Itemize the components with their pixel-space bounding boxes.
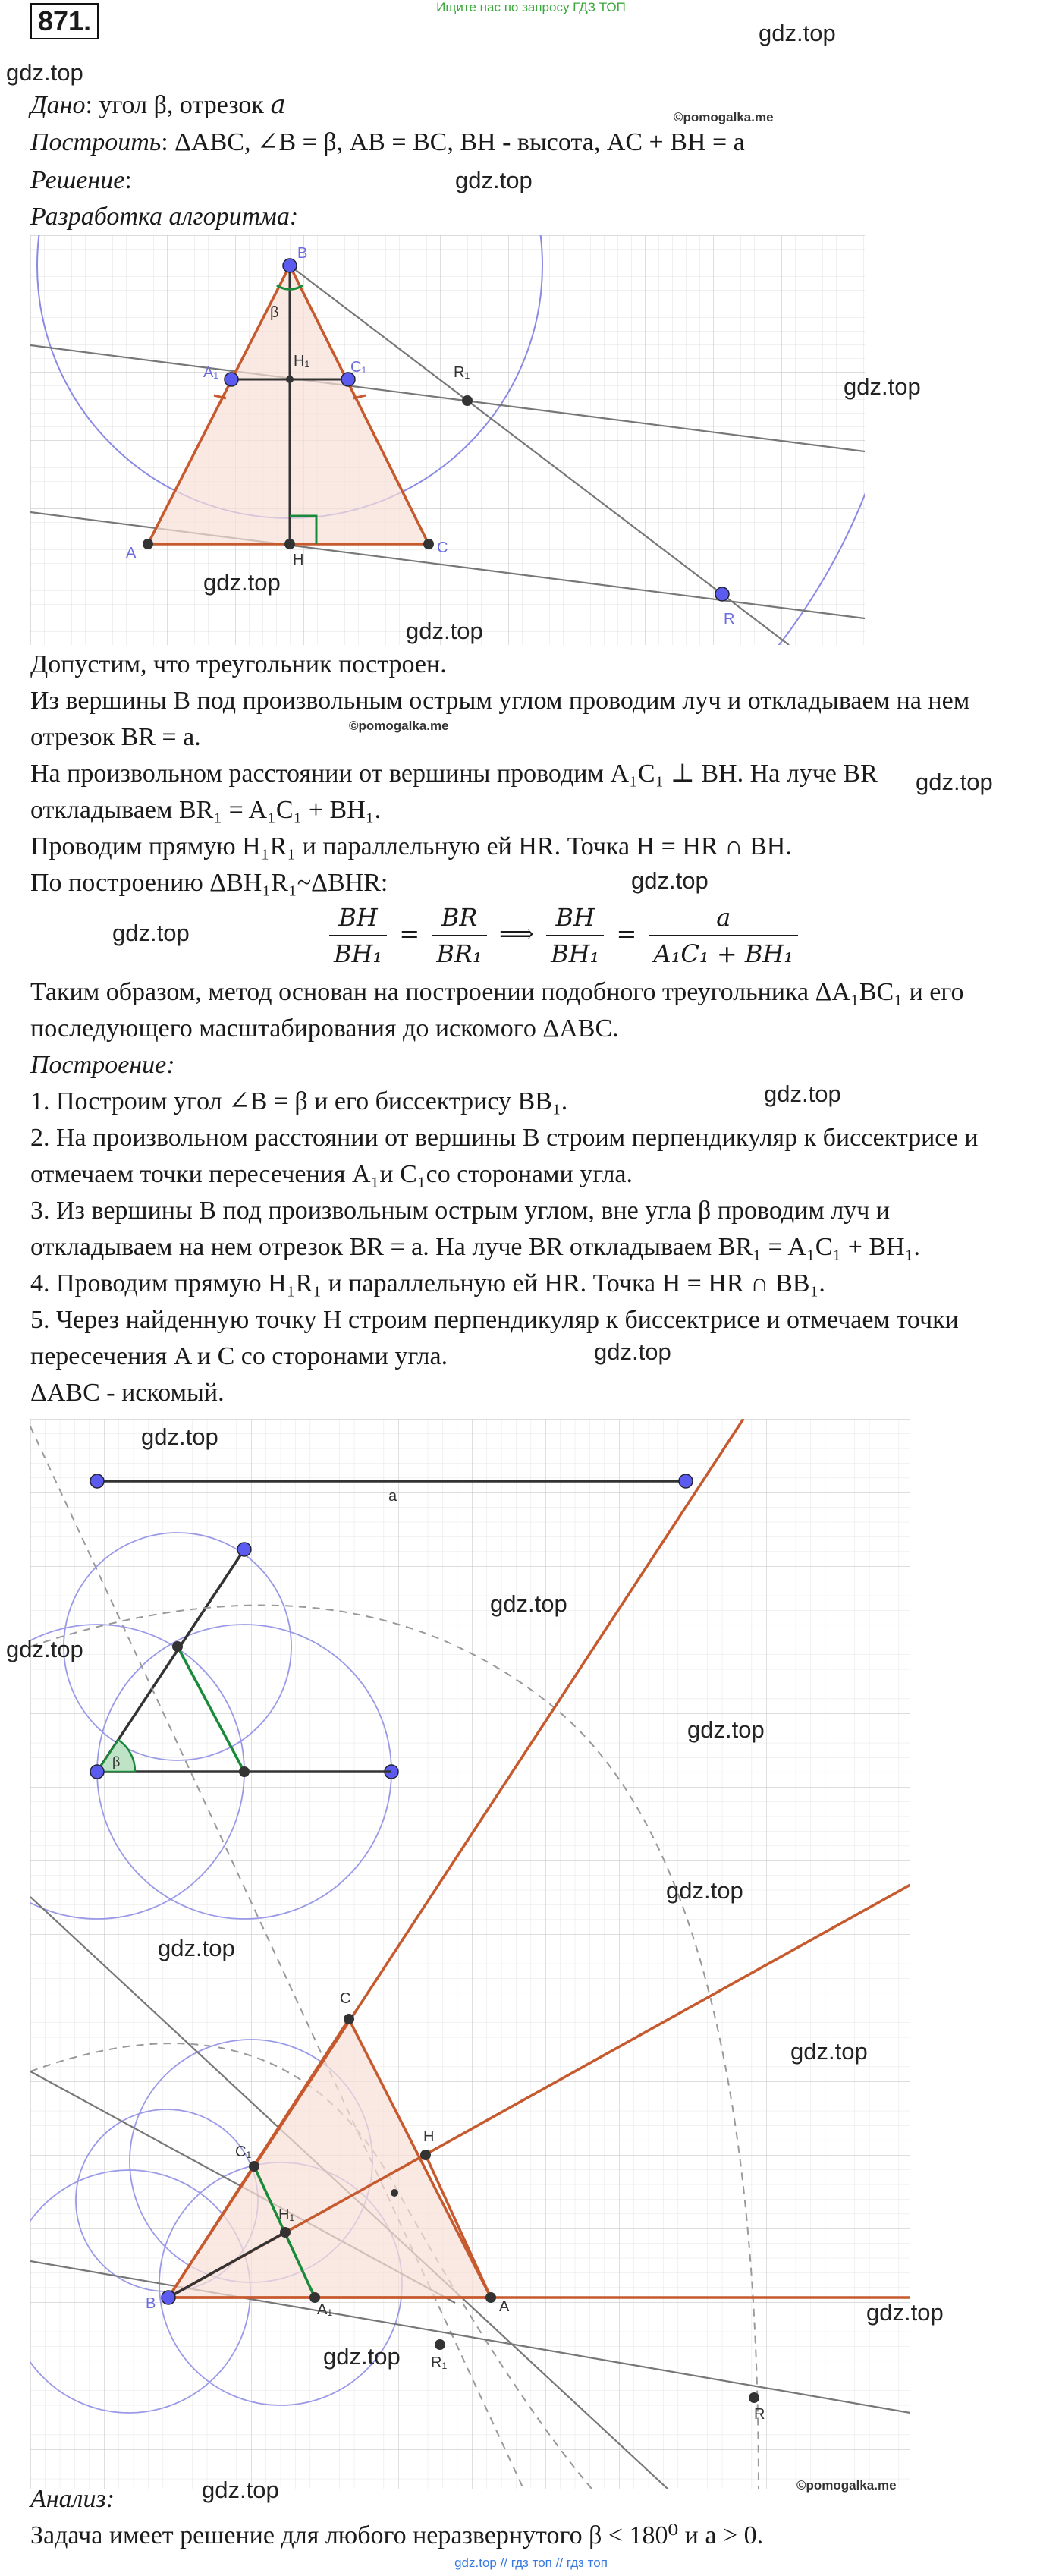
label-a: A xyxy=(126,545,137,561)
watermark: gdz.top xyxy=(764,1080,841,1107)
label-r: R xyxy=(724,611,735,627)
pomogalka-watermark: ©pomogalka.me xyxy=(349,719,449,733)
para-line: Допустим, что треугольник построен. xyxy=(30,650,447,678)
watermark: gdz.top xyxy=(158,1935,235,1961)
pomogalka-watermark: ©pomogalka.me xyxy=(796,2478,897,2493)
para-line: По построению ΔBH₁R₁~ΔBHR: xyxy=(30,869,388,897)
point xyxy=(237,1543,251,1556)
frac-num: BR xyxy=(432,900,486,936)
watermark: gdz.top xyxy=(202,2477,279,2503)
figure-1 xyxy=(30,235,865,645)
point-r1 xyxy=(435,2339,445,2350)
watermark: gdz.top xyxy=(759,20,836,46)
label-h: H xyxy=(293,552,304,568)
label-h: H xyxy=(423,2128,435,2145)
pomogalka-watermark: ©pomogalka.me xyxy=(674,110,774,124)
para-line: откладываем BR₁ = A₁C₁ + BH₁. xyxy=(30,796,382,824)
algorithm-label: Разработка алгоритма: xyxy=(30,203,299,231)
label-r1: R₁ xyxy=(431,2354,448,2371)
top-ad-text: Ищите нас по запросу ГДЗ ТОП xyxy=(436,0,626,14)
given-var: a xyxy=(270,90,286,120)
solution-text: : xyxy=(124,166,132,194)
point xyxy=(90,1474,104,1488)
watermark: gdz.top xyxy=(6,1636,83,1662)
label-h1: H₁ xyxy=(278,2206,295,2223)
solution-label: Решение xyxy=(30,166,125,194)
point-r1 xyxy=(462,395,473,406)
para-line: На произвольном расстоянии от вершины проводим A₁C₁ ⊥ BH. На луче BR xyxy=(30,760,878,788)
label-segment-a: a xyxy=(388,1488,397,1505)
point-c1 xyxy=(249,2161,259,2172)
equals-sign: = xyxy=(616,919,637,948)
point-c xyxy=(344,2014,354,2024)
analysis-label: Анализ: xyxy=(30,2485,115,2513)
step-line: 3. Из вершины B под произвольным острым углом, вне угла β проводим луч и xyxy=(30,1197,891,1225)
construct-label: Построить xyxy=(30,128,162,156)
point-r xyxy=(715,587,729,601)
point xyxy=(239,1766,250,1777)
label-c1: C₁ xyxy=(350,359,367,376)
watermark: gdz.top xyxy=(141,1423,218,1450)
label-beta: β xyxy=(270,304,279,321)
point-h1 xyxy=(286,376,294,383)
frac-den: A₁C₁ + BH₁ xyxy=(653,939,794,968)
similarity-formula xyxy=(325,900,803,971)
step-line: 1. Построим угол ∠B = β и его биссектрису BB₁. xyxy=(30,1087,568,1115)
step-line: откладываем на нем отрезок BR = a. На луче BR откладываем BR₁ = A₁C₁ + BH₁. xyxy=(30,1233,921,1261)
para-line: Из вершины B под произвольным острым углом проводим луч и откладываем на нем xyxy=(30,687,970,715)
given-text: : угол β, отрезок xyxy=(85,91,271,119)
label-h1: H₁ xyxy=(294,353,310,370)
frac-den: BH₁ xyxy=(334,939,383,968)
watermark: gdz.top xyxy=(666,1877,743,1904)
frac-den: BH₁ xyxy=(551,939,600,968)
watermark: gdz.top xyxy=(594,1338,671,1365)
label-r: R xyxy=(754,2406,765,2423)
point-a xyxy=(485,2292,496,2303)
label-a1: A₁ xyxy=(317,2301,333,2318)
frac-den: BR₁ xyxy=(436,939,482,968)
step-line: пересечения A и C со сторонами угла. xyxy=(30,1342,448,1370)
watermark: gdz.top xyxy=(790,2038,868,2065)
label-beta: β xyxy=(112,1754,121,1769)
label-a1: A₁ xyxy=(203,364,219,381)
watermark: gdz.top xyxy=(687,1716,765,1743)
step-line: ΔABC - искомый. xyxy=(30,1379,225,1407)
label-c1: C₁ xyxy=(235,2144,252,2160)
point-b xyxy=(283,259,297,272)
analysis-text: Задача имеет решение для любого неразвернутого β < 180⁰ и a > 0. xyxy=(30,2521,764,2549)
point-a1 xyxy=(225,373,238,386)
construct-text: : ΔABC, ∠B = β, AB = BC, BH - высота, AC + BH = a xyxy=(161,128,745,156)
watermark: gdz.top xyxy=(6,59,83,86)
frac-num: BH xyxy=(546,900,604,936)
task-number: 871. xyxy=(30,3,99,39)
watermark: gdz.top xyxy=(406,618,483,644)
implies-arrow: ⟹ xyxy=(499,919,534,948)
watermark: gdz.top xyxy=(112,920,190,946)
point-h xyxy=(284,539,295,549)
label-b: B xyxy=(297,245,308,262)
label-a: A xyxy=(499,2298,510,2315)
label-c: C xyxy=(437,539,448,556)
label-c: C xyxy=(340,1990,351,2007)
build-label: Построение: xyxy=(30,1051,175,1079)
point xyxy=(391,2189,398,2197)
frac-num: BH xyxy=(329,900,387,936)
point-c xyxy=(423,539,434,549)
label-r1: R₁ xyxy=(454,364,470,381)
point-r xyxy=(749,2392,759,2403)
point-b xyxy=(162,2291,175,2304)
point-h1 xyxy=(280,2227,291,2238)
watermark: gdz.top xyxy=(916,769,993,795)
point xyxy=(679,1474,693,1488)
given-line xyxy=(30,86,286,124)
solution-line xyxy=(30,162,132,199)
watermark: gdz.top xyxy=(490,1590,567,1617)
para-line: Проводим прямую H₁R₁ и параллельную ей HR. Точка H = HR ∩ BH. xyxy=(30,832,792,860)
point-a xyxy=(143,539,153,549)
point-h xyxy=(420,2150,431,2160)
watermark: gdz.top xyxy=(203,569,281,596)
point xyxy=(172,1641,183,1652)
step-line: 2. На произвольном расстоянии от вершины B строим перпендикуляр к биссектрисе и xyxy=(30,1124,979,1152)
point xyxy=(90,1765,104,1779)
watermark: gdz.top xyxy=(455,167,533,193)
watermark: gdz.top xyxy=(866,2299,944,2326)
para-line: Таким образом, метод основан на построении подобного треугольника ΔA₁BC₁ и его xyxy=(30,978,964,1006)
step-line: 4. Проводим прямую H₁R₁ и параллельную ей HR. Точка H = HR ∩ BB₁. xyxy=(30,1269,825,1297)
label-b: B xyxy=(146,2295,156,2312)
footer-links[interactable]: gdz.top // гдз топ // гдз топ xyxy=(454,2556,608,2570)
para-line: отрезок BR = a. xyxy=(30,723,201,751)
para-line: последующего масштабирования до искомого ΔABC. xyxy=(30,1014,619,1043)
watermark: gdz.top xyxy=(844,373,921,400)
step-line: 5. Через найденную точку H строим перпендикуляр к биссектрисе и отмечаем точки xyxy=(30,1306,959,1334)
equals-sign: = xyxy=(399,919,420,948)
step-line: отмечаем точки пересечения A₁и C₁со сторонами угла. xyxy=(30,1160,633,1188)
construct-line xyxy=(30,124,745,161)
frac-num: a xyxy=(649,900,798,936)
watermark: gdz.top xyxy=(323,2343,401,2370)
watermark: gdz.top xyxy=(631,867,709,894)
given-label: Дано xyxy=(30,91,86,119)
